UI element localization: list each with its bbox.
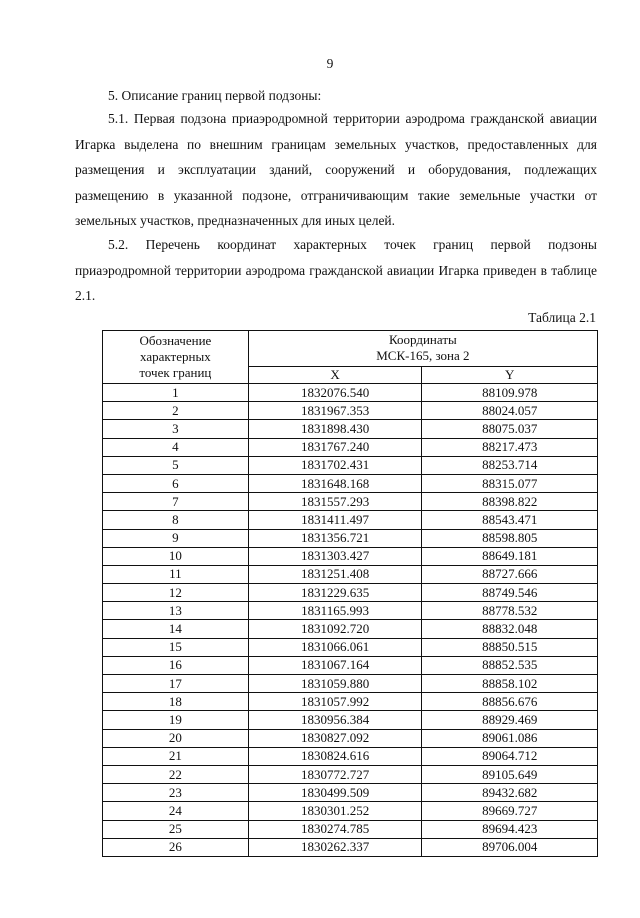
point-cell: 3 <box>103 420 249 438</box>
point-cell: 21 <box>103 747 249 765</box>
header-y: Y <box>422 366 598 383</box>
y-cell: 88850.515 <box>422 638 598 656</box>
point-cell: 25 <box>103 820 249 838</box>
table-row <box>103 765 598 783</box>
table-row <box>103 729 598 747</box>
y-cell: 88075.037 <box>422 420 598 438</box>
y-cell: 88778.532 <box>422 602 598 620</box>
point-cell: 6 <box>103 474 249 492</box>
point-cell: 1 <box>103 384 249 402</box>
table-row <box>103 602 598 620</box>
x-cell: 1831303.427 <box>248 547 422 565</box>
paragraph-text: Первая подзона приаэродромной территории аэродрома гражданской авиации Игарка выделена по внешним границам земельных участков, предоставленных для размещения и эксплуатации зданий, сооружений и оборудования, подлежащих размещению в указанной подзоне, отграничивающим такие земельные участки от земельных участков, предназначенных для иных целей. <box>75 111 597 228</box>
y-cell: 88109.978 <box>422 384 598 402</box>
y-cell: 88749.546 <box>422 584 598 602</box>
x-cell: 1831067.164 <box>248 656 422 674</box>
table-row <box>103 547 598 565</box>
point-cell: 14 <box>103 620 249 638</box>
table-row <box>103 711 598 729</box>
point-cell: 18 <box>103 693 249 711</box>
x-cell: 1830499.509 <box>248 784 422 802</box>
x-cell: 1831411.497 <box>248 511 422 529</box>
table-row <box>103 474 598 492</box>
y-cell: 88598.805 <box>422 529 598 547</box>
y-cell: 88832.048 <box>422 620 598 638</box>
point-cell: 12 <box>103 584 249 602</box>
x-cell: 1831767.240 <box>248 438 422 456</box>
table-row <box>103 784 598 802</box>
x-cell: 1831059.880 <box>248 675 422 693</box>
paragraph-text: Перечень координат характерных точек границ первой подзоны приаэродромной территории аэродрома гражданской авиации Игарка приведен в таблице 2.1. <box>75 237 598 303</box>
x-cell: 1830301.252 <box>248 802 422 820</box>
header-coordinates: Координаты МСК-165, зона 2 <box>248 331 597 367</box>
y-cell: 89694.423 <box>422 820 598 838</box>
x-cell: 1831967.353 <box>248 402 422 420</box>
x-cell: 1831356.721 <box>248 529 422 547</box>
table-row <box>103 656 598 674</box>
table-row <box>103 802 598 820</box>
paragraph-number: 5.1. <box>108 111 129 126</box>
x-cell: 1830262.337 <box>248 838 422 856</box>
point-cell: 10 <box>103 547 249 565</box>
x-cell: 1830274.785 <box>248 820 422 838</box>
point-cell: 20 <box>103 729 249 747</box>
coordinates-table-body <box>103 384 598 857</box>
table-row <box>103 620 598 638</box>
point-cell: 16 <box>103 656 249 674</box>
x-cell: 1831066.061 <box>248 638 422 656</box>
y-cell: 88543.471 <box>422 511 598 529</box>
y-cell: 88253.714 <box>422 456 598 474</box>
table-row <box>103 420 598 438</box>
y-cell: 89061.086 <box>422 729 598 747</box>
x-cell: 1831229.635 <box>248 584 422 602</box>
coordinates-table <box>102 330 598 857</box>
point-cell: 17 <box>103 675 249 693</box>
y-cell: 88024.057 <box>422 402 598 420</box>
point-cell: 23 <box>103 784 249 802</box>
y-cell: 89105.649 <box>422 765 598 783</box>
x-cell: 1831648.168 <box>248 474 422 492</box>
y-cell: 88649.181 <box>422 547 598 565</box>
y-cell: 88852.535 <box>422 656 598 674</box>
table-row <box>103 820 598 838</box>
y-cell: 89064.712 <box>422 747 598 765</box>
table-row <box>103 511 598 529</box>
y-cell: 89432.682 <box>422 784 598 802</box>
paragraph-5-1 <box>75 106 597 234</box>
point-cell: 15 <box>103 638 249 656</box>
x-cell: 1831057.992 <box>248 693 422 711</box>
x-cell: 1831557.293 <box>248 493 422 511</box>
x-cell: 1831165.993 <box>248 602 422 620</box>
point-cell: 22 <box>103 765 249 783</box>
table-row <box>103 584 598 602</box>
x-cell: 1830772.727 <box>248 765 422 783</box>
header-x: X <box>248 366 422 383</box>
table-row <box>103 747 598 765</box>
paragraph-number: 5.2. <box>108 237 129 252</box>
x-cell: 1831092.720 <box>248 620 422 638</box>
point-cell: 5 <box>103 456 249 474</box>
y-cell: 88398.822 <box>422 493 598 511</box>
x-cell: 1830956.384 <box>248 711 422 729</box>
point-cell: 2 <box>103 402 249 420</box>
table-row <box>103 638 598 656</box>
point-cell: 4 <box>103 438 249 456</box>
table-row <box>103 693 598 711</box>
x-cell: 1831898.430 <box>248 420 422 438</box>
table-row <box>103 675 598 693</box>
y-cell: 88217.473 <box>422 438 598 456</box>
y-cell: 88856.676 <box>422 693 598 711</box>
point-cell: 19 <box>103 711 249 729</box>
point-cell: 11 <box>103 565 249 583</box>
table-row <box>103 838 598 856</box>
point-cell: 9 <box>103 529 249 547</box>
page-number: 9 <box>326 56 334 71</box>
table-row <box>103 402 598 420</box>
point-cell: 13 <box>103 602 249 620</box>
table-row <box>103 529 598 547</box>
point-cell: 8 <box>103 511 249 529</box>
x-cell: 1830824.616 <box>248 747 422 765</box>
section-heading: 5. Описание границ первой подзоны: <box>108 88 322 103</box>
point-cell: 24 <box>103 802 249 820</box>
point-cell: 26 <box>103 838 249 856</box>
table-row <box>103 438 598 456</box>
paragraph-5-2 <box>75 232 597 309</box>
table-row <box>103 456 598 474</box>
y-cell: 89669.727 <box>422 802 598 820</box>
y-cell: 88858.102 <box>422 675 598 693</box>
table-row <box>103 493 598 511</box>
point-cell: 7 <box>103 493 249 511</box>
table-row <box>103 565 598 583</box>
table-row <box>103 384 598 402</box>
y-cell: 89706.004 <box>422 838 598 856</box>
x-cell: 1832076.540 <box>248 384 422 402</box>
table-caption: Таблица 2.1 <box>528 310 596 325</box>
header-point-designation: Обозначение характерных точек границ <box>103 331 249 384</box>
y-cell: 88727.666 <box>422 565 598 583</box>
x-cell: 1831251.408 <box>248 565 422 583</box>
y-cell: 88315.077 <box>422 474 598 492</box>
y-cell: 88929.469 <box>422 711 598 729</box>
x-cell: 1831702.431 <box>248 456 422 474</box>
x-cell: 1830827.092 <box>248 729 422 747</box>
